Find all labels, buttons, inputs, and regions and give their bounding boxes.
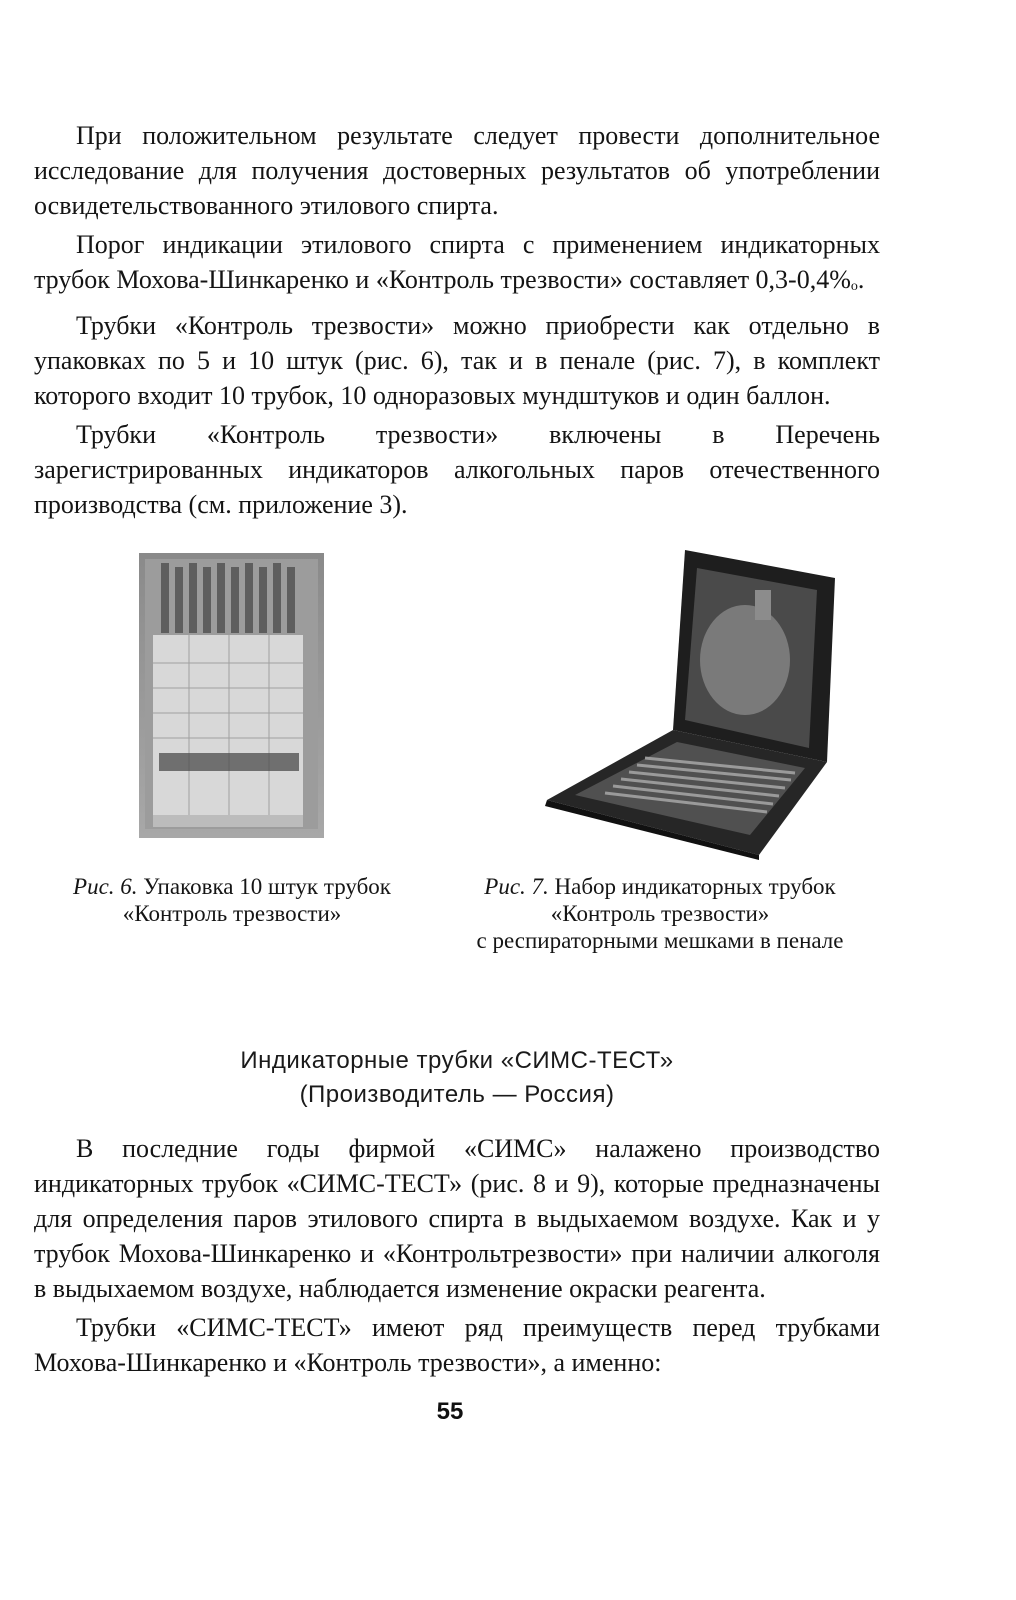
case-with-tubes-photo xyxy=(545,550,845,860)
figure-6-caption xyxy=(52,873,412,927)
permil-subscript: о xyxy=(850,279,858,294)
caption-line: «Контроль трезвости» xyxy=(550,901,770,926)
figure-number: Рис. 7. xyxy=(484,874,549,899)
paragraph: Трубки «Контроль трезвости» можно приобрести как отдельно в упаковках по 5 и 10 штук (рис. 6), так и в пенале (рис. 7), в комплект которого входит 10 трубок, 10 одноразовых мундштуков и один баллон. xyxy=(34,311,880,410)
paragraph: При положительном результате следует провести дополнительное исследование для получения достоверных результатов об употреблении освидетельствованного этилового спирта. xyxy=(34,121,880,220)
paragraph-text: Порог индикации этилового спирта с применением индикаторных трубок Мохова-Шинкаренко и «Контроль трезвости» составляет 0,3-0,4% xyxy=(34,230,880,294)
paragraph: В последние годы фирмой «СИМС» налажено производство индикаторных трубок «СИМС-ТЕСТ» (рис. 8 и 9), которые предназначены для определения паров этилового спирта в выдыхаемом воздухе. Как и у трубок Мохова-Шинкаренко и «Контрольтрезвости» при наличии алкоголя в выдыхаемом воздухе, наблюдается изменение окраски реагента. xyxy=(34,1134,880,1303)
text-block-bottom xyxy=(34,1131,880,1380)
page-number: 55 xyxy=(436,1398,464,1425)
paragraph-end: . xyxy=(857,265,865,294)
caption-line xyxy=(440,873,880,900)
caption-line xyxy=(52,873,412,900)
caption-line: с респираторными мешками в пенале xyxy=(476,928,844,953)
paragraph: Трубки «Контроль трезвости» включены в Перечень зарегистрированных индикаторов алкогольных паров отечественного производства (см. приложение 3). xyxy=(34,420,880,519)
heading-subtitle: (Производитель — Россия) xyxy=(299,1081,615,1108)
figure-7-case-photo xyxy=(545,550,845,860)
paragraph xyxy=(34,227,880,304)
caption-text: Упаковка 10 штук трубок xyxy=(143,874,391,899)
text-block-top xyxy=(34,118,880,522)
caption-line: «Контроль трезвости» xyxy=(122,901,342,926)
figure-7-caption xyxy=(440,873,880,954)
paragraph: Трубки «СИМС-ТЕСТ» имеют ряд преимуществ перед трубками Мохова-Шинкаренко и «Контроль трезвости», а именно: xyxy=(34,1313,880,1377)
caption-text: Набор индикаторных трубок xyxy=(554,874,836,899)
figure-number: Рис. 6. xyxy=(73,874,138,899)
section-heading xyxy=(34,1044,880,1112)
heading-title: Индикаторные трубки «СИМС-ТЕСТ» xyxy=(240,1047,674,1074)
figure-6-package-photo xyxy=(139,553,324,838)
package-of-tubes-photo xyxy=(139,553,324,838)
